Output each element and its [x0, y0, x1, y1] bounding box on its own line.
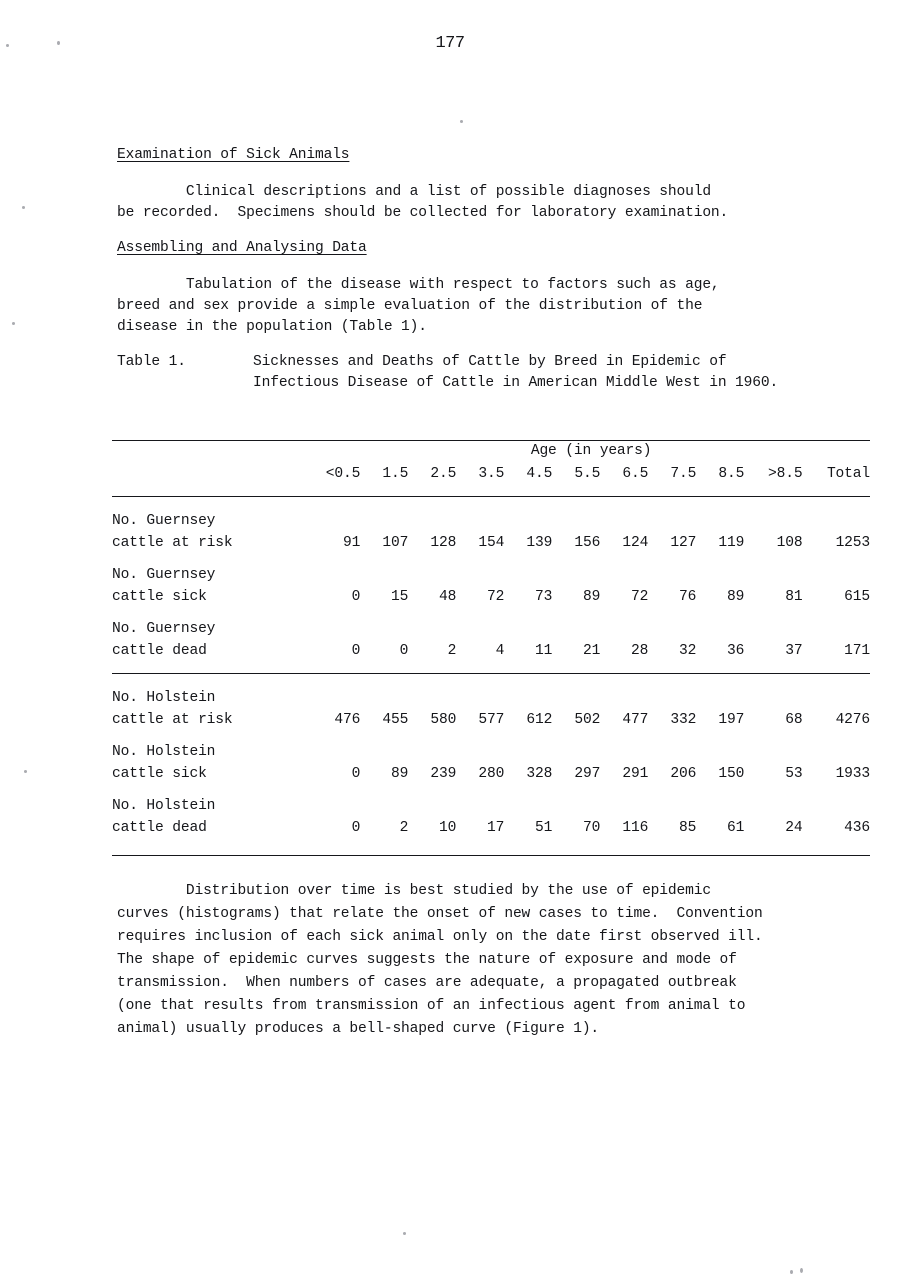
paragraph-exam-line-2: be recorded. Specimens should be collected for laboratory examination.	[117, 205, 729, 221]
table-cell: 107	[382, 534, 409, 551]
column-header-4: 4.5	[526, 465, 553, 482]
row-label-line-2: cattle dead	[112, 642, 207, 659]
closing-paragraph-line-3: requires inclusion of each sick animal only on the date first observed ill.	[117, 929, 763, 945]
spacer	[112, 497, 870, 511]
table-column-header-row	[112, 464, 870, 486]
scan-speck	[12, 322, 15, 325]
table-header-group	[112, 441, 870, 485]
table-cell: 156	[574, 534, 601, 551]
scan-speck	[790, 1270, 793, 1274]
table-cell: 332	[670, 711, 697, 728]
spacer-cell	[312, 565, 870, 587]
table-row	[112, 688, 870, 710]
table-row	[112, 565, 870, 587]
table-cell: 0	[399, 642, 409, 659]
table-cell: 291	[622, 765, 649, 782]
table-group-holstein	[112, 688, 870, 839]
heading-examination-of-sick-animals: Examination of Sick Animals	[117, 147, 350, 163]
row-label-line-1: No. Holstein	[112, 690, 216, 706]
table-cell: 577	[478, 711, 505, 728]
column-group-header-age: Age (in years)	[530, 443, 652, 459]
paragraph-exam-line-1: Clinical descriptions and a list of possible diagnoses should	[117, 184, 711, 200]
spacer-cell	[312, 742, 870, 764]
data-table	[112, 440, 870, 856]
table-cell: 206	[670, 765, 697, 782]
table-cell: 0	[351, 642, 361, 659]
row-label-line-2: cattle sick	[112, 588, 207, 605]
closing-paragraph-line-5: transmission. When numbers of cases are adequate, a propagated outbreak	[117, 975, 737, 991]
scan-speck	[460, 120, 463, 123]
table-cell: 89	[583, 588, 601, 605]
table-cell: 72	[487, 588, 505, 605]
column-header-5: 5.5	[574, 465, 601, 482]
table-cell: 0	[351, 819, 361, 836]
table-cell: 2	[399, 819, 409, 836]
column-header-7: 7.5	[670, 465, 697, 482]
table-cell: 171	[844, 642, 870, 659]
closing-paragraph-line-7: animal) usually produces a bell-shaped curve (Figure 1).	[117, 1021, 600, 1037]
table-cell: 580	[430, 711, 457, 728]
column-header-8: 8.5	[718, 465, 745, 482]
table-cell: 72	[631, 588, 649, 605]
table-row-spacer	[112, 608, 870, 619]
row-label-line-2: cattle at risk	[112, 711, 233, 728]
scan-speck	[24, 770, 27, 773]
table-row	[112, 818, 870, 840]
table-cell: 612	[526, 711, 553, 728]
table-caption-line-2: Infectious Disease of Cattle in American Middle West in 1960.	[253, 375, 779, 391]
table-cell: 68	[785, 711, 803, 728]
spacer-cell	[112, 464, 312, 486]
table-cell: 10	[439, 819, 457, 836]
table-cell: 455	[382, 711, 409, 728]
row-label-line-1: No. Guernsey	[112, 513, 216, 529]
table-row	[112, 511, 870, 533]
table-caption-line-1: Sicknesses and Deaths of Cattle by Breed in Epidemic of	[253, 354, 727, 370]
spacer-cell	[312, 619, 870, 641]
paragraph-assembling-line-2: breed and sex provide a simple evaluation of the distribution of the	[117, 298, 703, 314]
table-cell: 15	[391, 588, 409, 605]
table-cell: 119	[718, 534, 745, 551]
paragraph-assembling-line-1: Tabulation of the disease with respect to factors such as age,	[117, 277, 720, 293]
table-rule-bottom	[112, 855, 870, 856]
table-cell: 108	[776, 534, 803, 551]
table-row	[112, 764, 870, 786]
table-cell: 239	[430, 765, 457, 782]
table-cell: 0	[351, 588, 361, 605]
table-cell: 11	[535, 642, 553, 659]
table-cell: 436	[844, 819, 870, 836]
scan-speck	[403, 1232, 406, 1235]
table-cell: 1933	[835, 765, 870, 782]
spacer-cell	[312, 511, 870, 533]
table-group-guernsey	[112, 511, 870, 662]
table-cell: 328	[526, 765, 553, 782]
table-cell: 85	[679, 819, 697, 836]
table-cell: 615	[844, 588, 870, 605]
closing-paragraph-line-6: (one that results from transmission of an infectious agent from animal to	[117, 998, 746, 1014]
table-row	[112, 742, 870, 764]
table-cell: 36	[727, 642, 745, 659]
scan-speck	[800, 1268, 803, 1273]
spacer-cell	[312, 688, 870, 710]
closing-paragraph-line-1: Distribution over time is best studied by the use of epidemic	[117, 883, 711, 899]
table-row-spacer	[112, 731, 870, 742]
table-cell: 81	[785, 588, 803, 605]
table-span-header-row	[112, 441, 870, 464]
column-header-3: 3.5	[478, 465, 505, 482]
table-row-spacer	[112, 785, 870, 796]
table-cell: 28	[631, 642, 649, 659]
row-label-line-2: cattle at risk	[112, 534, 233, 551]
table-row	[112, 710, 870, 732]
page-number: 177	[435, 34, 465, 53]
column-header-1: 1.5	[382, 465, 409, 482]
table-cell: 1253	[835, 534, 870, 551]
table-cell: 51	[535, 819, 553, 836]
table-cell: 139	[526, 534, 553, 551]
table-cell: 150	[718, 765, 745, 782]
table-cell: 37	[785, 642, 803, 659]
spacer	[112, 485, 870, 496]
table-row-spacer	[112, 554, 870, 565]
row-label-line-1: No. Holstein	[112, 798, 216, 814]
column-header-10: Total	[826, 465, 870, 482]
table-cell: 477	[622, 711, 649, 728]
closing-paragraph-line-4: The shape of epidemic curves suggests the nature of exposure and mode of	[117, 952, 737, 968]
table-cell: 127	[670, 534, 697, 551]
table-cell: 24	[785, 819, 803, 836]
row-label-line-1: No. Holstein	[112, 744, 216, 760]
table-cell: 53	[785, 765, 803, 782]
spacer	[112, 674, 870, 688]
table-cell: 128	[430, 534, 457, 551]
row-label-line-1: No. Guernsey	[112, 621, 216, 637]
table-cell: 154	[478, 534, 505, 551]
closing-paragraph-line-2: curves (histograms) that relate the onset of new cases to time. Convention	[117, 906, 763, 922]
spacer-cell	[312, 796, 870, 818]
table-cell: 91	[343, 534, 361, 551]
column-header-0: <0.5	[325, 465, 361, 482]
table-cell: 89	[727, 588, 745, 605]
spacer	[112, 662, 870, 673]
scan-speck	[22, 206, 25, 209]
table-cell: 76	[679, 588, 697, 605]
table-cell: 502	[574, 711, 601, 728]
column-header-6: 6.5	[622, 465, 649, 482]
spacer	[112, 839, 870, 855]
column-header-2: 2.5	[430, 465, 457, 482]
paragraph-assembling-line-3: disease in the population (Table 1).	[117, 319, 427, 335]
table-cell: 476	[334, 711, 361, 728]
table-cell: 4276	[835, 711, 870, 728]
table-cell: 17	[487, 819, 505, 836]
table-cell: 280	[478, 765, 505, 782]
table-cell: 70	[583, 819, 601, 836]
table-cell: 89	[391, 765, 409, 782]
table-cell: 197	[718, 711, 745, 728]
table-cell: 48	[439, 588, 457, 605]
spacer-cell	[112, 441, 312, 464]
table-row	[112, 587, 870, 609]
row-label-line-2: cattle sick	[112, 765, 207, 782]
table-cell: 21	[583, 642, 601, 659]
table-cell: 73	[535, 588, 553, 605]
table-cell: 4	[495, 642, 505, 659]
row-label-line-1: No. Guernsey	[112, 567, 216, 583]
table-cell: 61	[727, 819, 745, 836]
table-cell: 2	[447, 642, 457, 659]
table-cell: 32	[679, 642, 697, 659]
table-row	[112, 533, 870, 555]
table-cell: 116	[622, 819, 649, 836]
table-row	[112, 796, 870, 818]
table-cell: 124	[622, 534, 649, 551]
table-caption-label: Table 1.	[117, 354, 186, 370]
column-header-9: >8.5	[768, 465, 803, 482]
table-cell: 297	[574, 765, 601, 782]
table-row	[112, 619, 870, 641]
row-label-line-2: cattle dead	[112, 819, 207, 836]
heading-assembling-and-analysing-data: Assembling and Analysing Data	[117, 240, 367, 256]
table-cell: 0	[351, 765, 361, 782]
table-row	[112, 641, 870, 663]
